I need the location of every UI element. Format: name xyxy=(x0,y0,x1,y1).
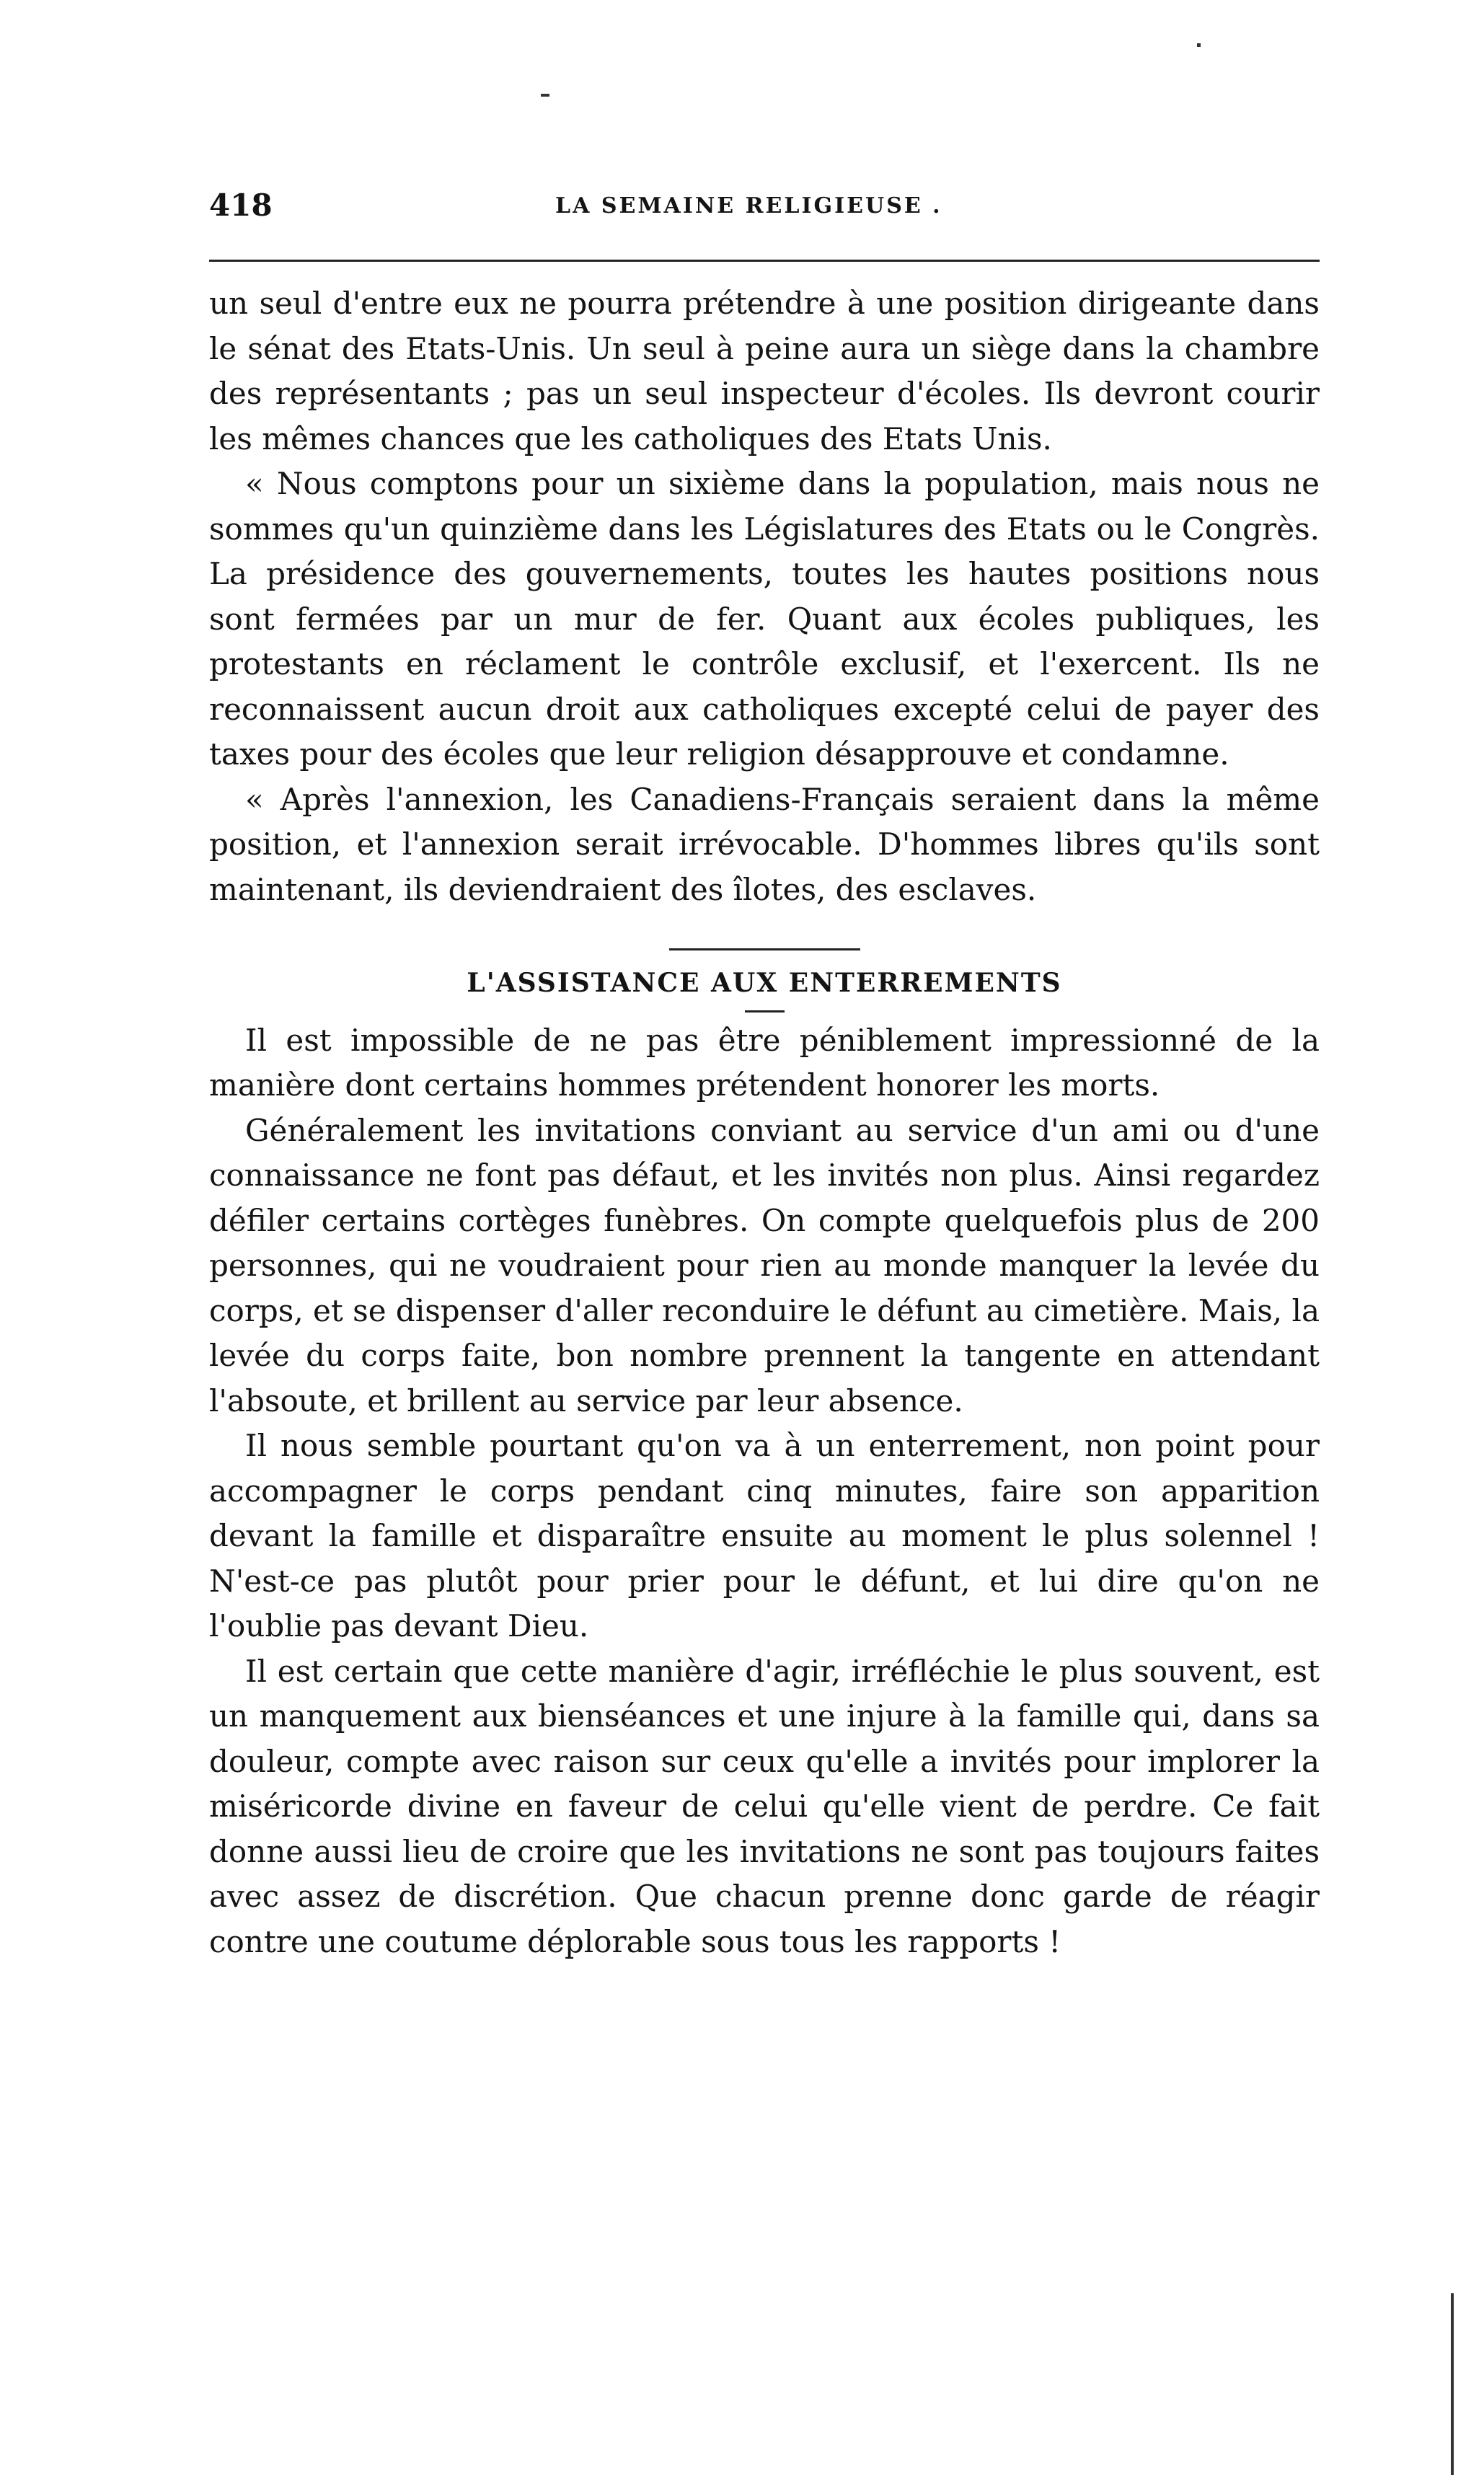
page-header xyxy=(209,188,1320,231)
section-paragraph: Généralement les invitations conviant au service d'un ami ou d'une connaissance ne font pas défaut, et les invités non plus. Ainsi regardez défiler certains cortèges funèbres. On compte quelquefois plus de 200 personnes, qui ne voudraient pour rien au monde manquer la levée du corps, et se dispenser d'aller reconduire le défunt au cimetière. Mais, la levée du corps faite, bon nombre prennent la tangente en attendant l'absoute, et brillent au service par leur absence. xyxy=(209,1112,1320,1419)
section-paragraph: Il nous semble pourtant qu'on va à un enterrement, non point pour accompagner le corps pendant cinq minutes, faire son apparition devant la famille et disparaître ensuite au moment le plus solennel ! N'est-ce pas plutôt pour prier pour le défunt, et lui dire qu'on ne l'oublie pas devant Dieu. xyxy=(209,1428,1320,1644)
scan-speck xyxy=(1197,43,1201,47)
running-title: LA SEMAINE RELIGIEUSE . xyxy=(555,193,942,219)
scan-edge-mark xyxy=(1451,2293,1454,2475)
paragraph-quote-annexion: « Après l'annexion, les Canadiens-Français seraient dans la même position, et l'annexion serait irrévocable. D'hommes libres qu'ils sont maintenant, ils deviendraient des îlotes, des esclaves. xyxy=(209,781,1320,907)
section-divider xyxy=(669,948,860,950)
paragraph-quote-population: « Nous comptons pour un sixième dans la population, mais nous ne sommes qu'un quinzième dans les Législatures des Etats ou le Congrès. La présidence des gouvernements, toutes les hautes positions nous sont fermées par un mur de fer. Quant aux écoles publiques, les protestants en réclament le contrôle exclusif, et l'exercent. Ils ne reconnaissent aucun droit aux catholiques excepté celui de payer des taxes pour des écoles que leur religion désapprouve et condamne. xyxy=(209,466,1320,772)
paragraph-continued: un seul d'entre eux ne pourra prétendre à une position dirigeante dans le sénat des Etats-Unis. Un seul à peine aura un siège dans la chambre des représentants ; pas un seul inspecteur d'écoles. Ils devront courir les mêmes chances que les catholiques des Etats Unis. xyxy=(209,286,1320,456)
section-title: L'ASSISTANCE AUX ENTERREMENTS xyxy=(467,968,1062,998)
header-rule xyxy=(209,260,1320,262)
section-paragraph: Il est certain que cette manière d'agir, irréfléchie le plus souvent, est un manquement aux bienséances et une injure à la famille qui, dans sa douleur, compte avec raison sur ceux qu'elle a invités pour implorer la miséricorde divine en faveur de celui qu'elle vient de perdre. Ce fait donne aussi lieu de croire que les invitations ne sont pas toujours faites avec assez de discrétion. Que chacun prenne donc garde de réagir contre une coutume déplorable sous tous les rapports ! xyxy=(209,1653,1320,1959)
book-page xyxy=(209,188,1320,1959)
body-text xyxy=(209,281,1320,1964)
title-dash xyxy=(745,1010,785,1012)
section-paragraph: Il est impossible de ne pas être péniblement impressionné de la manière dont certains hommes prétendent honorer les morts. xyxy=(209,1022,1320,1103)
scan-speck xyxy=(541,94,549,97)
page-number: 418 xyxy=(209,188,273,223)
